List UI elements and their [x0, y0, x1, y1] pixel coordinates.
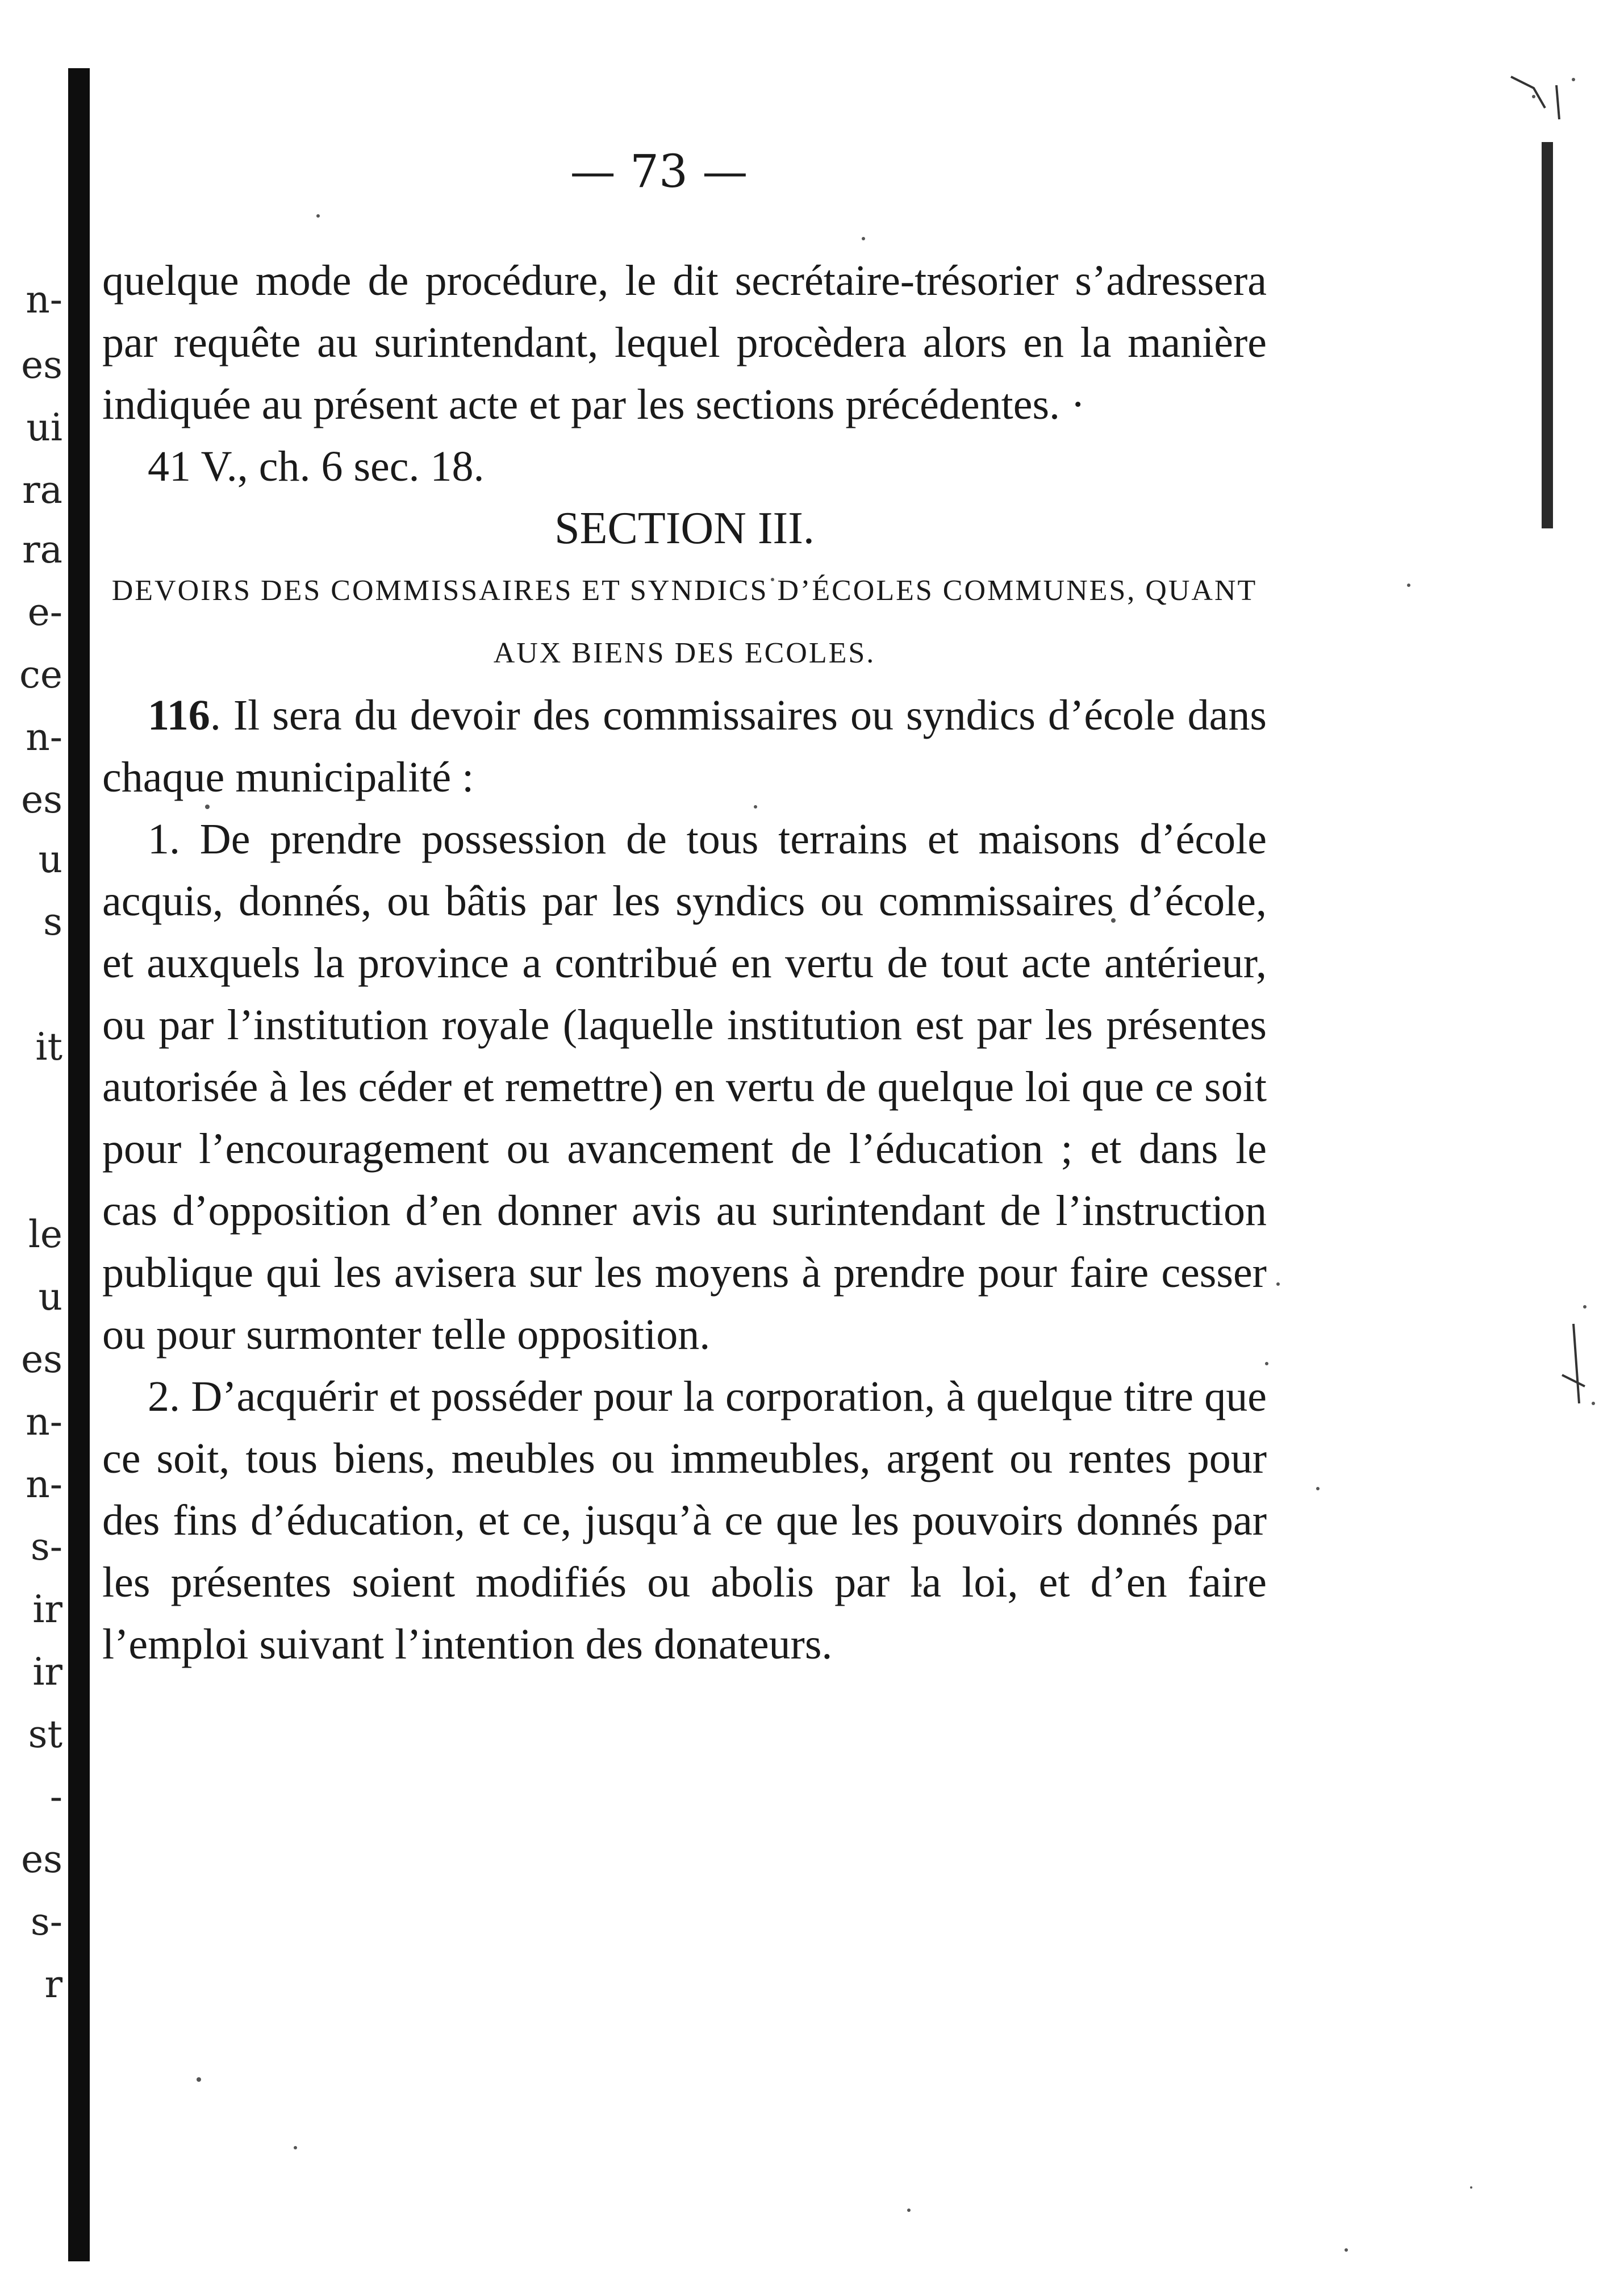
margin-fragment: es — [21, 1337, 62, 1381]
binding-shadow — [68, 68, 90, 2261]
margin-fragment: u — [38, 837, 62, 881]
margin-fragment: - — [49, 1775, 62, 1819]
margin-fragment: n- — [26, 1400, 62, 1444]
margin-fragment: n- — [26, 1462, 62, 1506]
margin-fragment: n- — [26, 715, 62, 759]
page-edge-shadow — [1542, 142, 1553, 528]
margin-fragment: es — [21, 778, 62, 822]
margin-fragment: ce — [19, 653, 62, 697]
margin-fragment: s- — [30, 1525, 62, 1569]
margin-fragment: es — [21, 1837, 62, 1881]
margin-fragment: u — [38, 1275, 62, 1319]
section-subtitle: DEVOIRS DES COMMISSAIRES ET SYNDICS D’ÉCOLES COMMUNES, QUANT AUX BIENS DES ECOLES. — [111, 574, 1258, 669]
margin-fragment: r — [44, 1962, 62, 2006]
article-number: 116 — [148, 691, 210, 739]
article-116 — [102, 685, 1267, 809]
margin-fragment: es — [21, 343, 62, 387]
article-item-2: 2. D’acquérir et posséder pour la corporation, à quelque titre que ce soit, tous biens, meubles ou immeubles, argent ou rentes pour des fins d’éducation, et ce, jusqu’à ce que les pouvoirs donnés par les présentes soient modifiés ou abolis par la loi, et d’en faire l’emploi suivant l’intention des donateurs. — [102, 1373, 1267, 1668]
margin-fragment: e- — [27, 590, 62, 634]
section-title: SECTION III. — [554, 503, 815, 553]
margin-fragment: s — [43, 900, 62, 944]
margin-fragment: ui — [26, 406, 62, 449]
margin-fragment: it — [35, 1025, 62, 1069]
page-number: — 73 — — [570, 145, 748, 198]
page-body — [102, 250, 1267, 1676]
margin-fragment: st — [28, 1712, 62, 1756]
article-intro: . Il sera du devoir des commissaires ou syndics d’école dans chaque municipalité : — [102, 691, 1267, 801]
continuation-paragraph: quelque mode de procédure, le dit secrétaire-trésorier s’adressera par requête au surintendant, lequel procèdera alors en la manière indiquée au présent acte et par les sections précédentes. · — [102, 257, 1267, 428]
margin-fragment: ra — [22, 468, 62, 512]
article-item-1: 1. De prendre possession de tous terrains et maisons d’école acquis, donnés, ou bâtis par les syndics ou commissaires d’école, et auxquels la province a contribué en vertu de tout acte antérieur, ou par l’institution royale (laquelle institution est par les présentes autorisée à les céder et remettre) en vertu de quelque loi que ce soit pour l’encouragement ou avancement de l’éducation ; et dans le cas d’opposition d’en donner avis au surintendant de l’instruction publique qui les avisera sur les moyens à prendre pour faire cesser ou pour surmonter telle opposition. — [102, 815, 1267, 1359]
margin-fragment: ra — [22, 528, 62, 572]
margin-fragment: ir — [32, 1587, 62, 1631]
margin-fragment: le — [28, 1212, 62, 1256]
margin-fragment: s- — [30, 1900, 62, 1944]
margin-fragment: ir — [32, 1650, 62, 1694]
statute-reference: 41 V., ch. 6 sec. 18. — [148, 443, 485, 490]
margin-fragment: n- — [26, 278, 62, 322]
